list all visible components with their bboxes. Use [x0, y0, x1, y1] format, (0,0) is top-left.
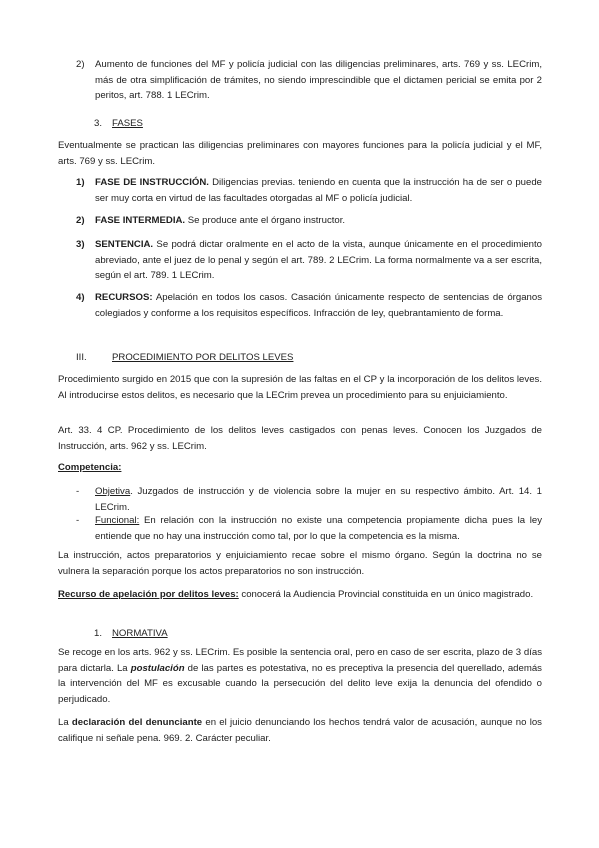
paragraph-art33: Art. 33. 4 CP. Procedimiento de los delitos leves castigados con penas leves. Conocen los Juzgados de Instrucción, arts. 962 y ss. LECrim. — [58, 425, 542, 452]
recurso-text: conocerá la Audiencia Provincial constituida en un único magistrado. — [238, 589, 534, 600]
heading-title: PROCEDIMIENTO POR DELITOS LEVES — [112, 352, 294, 363]
list-dash: - — [76, 486, 80, 497]
paragraph-normativa — [58, 645, 542, 707]
list-item-text — [95, 513, 542, 544]
list-item-text — [95, 175, 542, 206]
list-item-text — [95, 484, 542, 515]
declaracion-bold: declaración del denunciante — [71, 717, 203, 728]
fase-label: RECURSOS: — [95, 292, 153, 303]
fase-label: SENTENCIA. — [95, 239, 154, 250]
list-number: 1) — [76, 177, 85, 188]
fase-text: Se produce ante el órgano instructor. — [185, 215, 346, 226]
list-item-text — [95, 237, 542, 284]
declaracion-text-2: en el juicio denunciando los hechos tendrá valor de acusación, aunque no los califique ni señale pena. 969. 2. Carácter peculiar. — [58, 717, 542, 744]
heading-number: 3. — [94, 118, 103, 129]
list-number: 2) — [76, 215, 85, 226]
normativa-text-2: de las partes es potestativa, no es preceptiva la presencia del querellado, además la intervención del MF es excusable cuando la persecución del delito leve exija la denuncia del ofendido o perjudicado. — [58, 662, 542, 705]
competencia-heading-text: Competencia: — [58, 462, 122, 473]
fase-label: FASE DE INSTRUCCIÓN. — [95, 177, 209, 188]
recurso-label: Recurso de apelación por delitos leves: — [58, 589, 239, 600]
competencia-heading — [58, 460, 542, 476]
heading-number: 1. — [94, 628, 103, 639]
competencia-text: . Juzgados de instrucción y de violencia sobre la mujer en su respectivo ámbito. Art. 14. 1 LECrim. — [95, 486, 542, 513]
paragraph-declaracion — [58, 715, 542, 746]
fase-text: Se podrá dictar oralmente en el acto de la vista, aunque únicamente en el procedimiento abreviado, ante el juez de lo penal y según el art. 789. 2 LECrim. La forma normalmente va a ser escrita, según el art. 789. 1 LECrim. — [95, 239, 542, 282]
normativa-text-1: Se recoge en los arts. 962 y ss. LECrim. Es posible la sentencia oral, pero en caso de ser escrita, plazo de 3 días para dictarla. La — [58, 647, 542, 674]
fase-label: FASE INTERMEDIA. — [95, 215, 186, 226]
normativa-emphasis: postulación — [130, 662, 185, 674]
paragraph-recurso — [58, 587, 542, 603]
list-number: 4) — [76, 292, 85, 303]
declaracion-text-1: La — [58, 717, 72, 728]
competencia-label: Objetiva — [95, 486, 131, 497]
heading-number: III. — [76, 352, 87, 363]
list-number: 2) — [76, 59, 85, 70]
paragraph-origen: Procedimiento surgido en 2015 que con la supresión de las faltas en el CP y la incorporación de los delitos leves. Al introducirse estos delitos, es necesario que la LECrim prevea un procedimiento para su enjuiciamiento. — [58, 374, 542, 401]
competencia-label: Funcional: — [95, 515, 140, 526]
fase-text: Apelación en todos los casos. Casación únicamente respecto de sentencias de órganos colegiados y conforme a los requisitos específicos. Infracción de ley, quebrantamiento de forma. — [95, 292, 542, 319]
paragraph-fases-intro: Eventualmente se practican las diligencias preliminares con mayores funciones para la policía judicial y el MF, arts. 769 y ss. LECrim. — [58, 140, 542, 167]
list-item-text — [95, 213, 542, 229]
paragraph-instruccion: La instrucción, actos preparatorios y enjuiciamiento recae sobre el mismo órgano. Según la doctrina no se vulnera la separación porque los actos preparatorios no son instrucción. — [58, 550, 542, 577]
list-dash: - — [76, 515, 80, 526]
heading-title: FASES — [112, 118, 143, 129]
list-item-text: Aumento de funciones del MF y policía judicial con las diligencias preliminares, arts. 769 y ss. LECrim, más de otra simplificación de trámites, no siendo imprescindible que el dictamen pericial se emita por 2 peritos, art. 788. 1 LECrim. — [95, 59, 542, 102]
fase-text: Diligencias previas. teniendo en cuenta que la instrucción ha de ser o puede ser muy corta en virtud de las facultades otorgadas al MF o policía judicial. — [95, 177, 542, 204]
competencia-text: En relación con la instrucción no existe una competencia propiamente dicha pues la ley entiende que no hay una instrucción como tal, por lo que la competencia es la misma. — [95, 515, 542, 542]
list-item-text — [95, 290, 542, 321]
heading-title: NORMATIVA — [112, 628, 168, 639]
list-number: 3) — [76, 239, 85, 250]
